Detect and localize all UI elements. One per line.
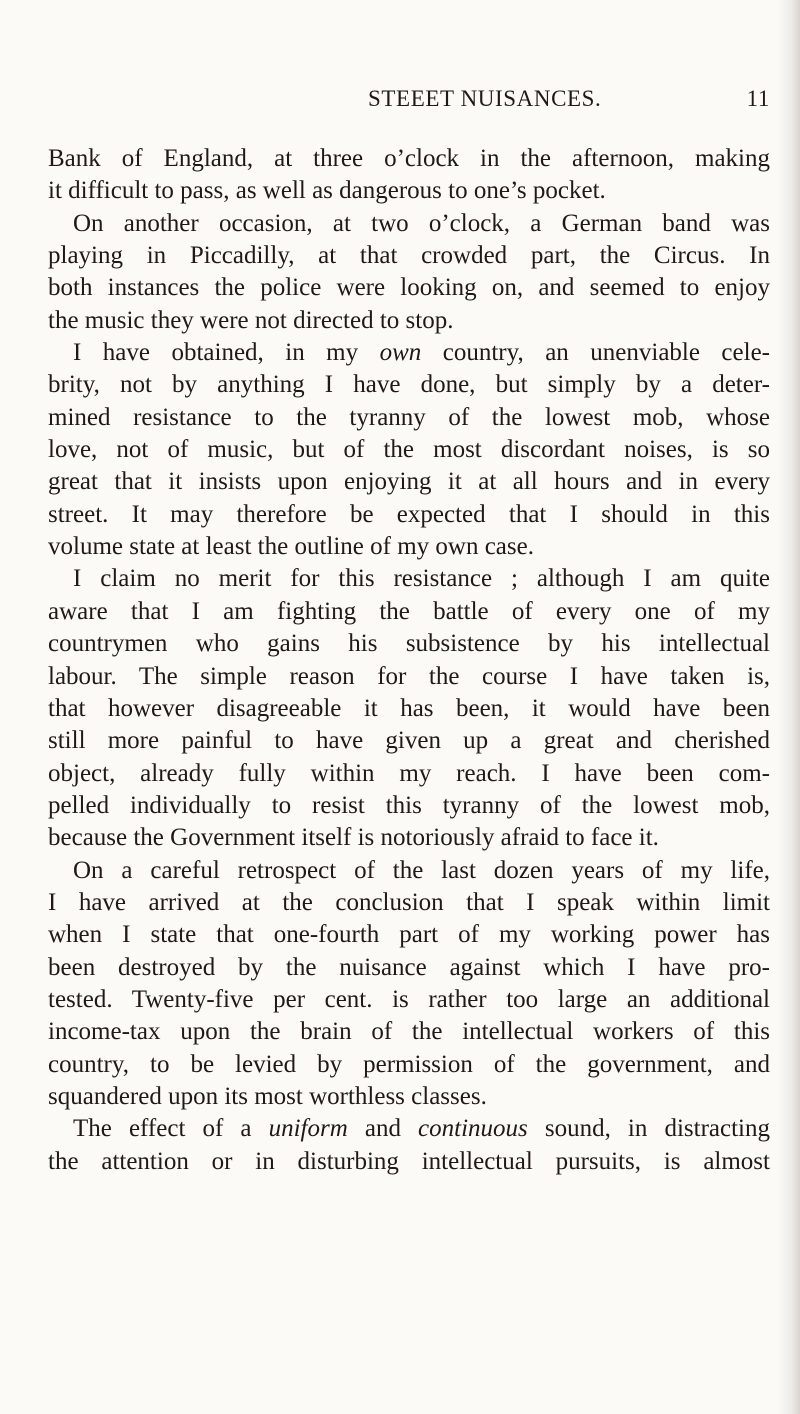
paragraph-2	[48, 208, 770, 337]
text-line: pelled individually to resist this tyranny of the lowest mob,	[48, 791, 770, 819]
paragraph-3	[48, 337, 770, 563]
text-line: volume state at least the outline of my own case.	[48, 533, 534, 561]
page-number: 11	[746, 86, 770, 111]
text-line	[48, 1113, 770, 1145]
text-line: squandered upon its most worthless classes.	[48, 1082, 487, 1110]
text-run: The effect of a	[73, 1115, 269, 1143]
text-line: that however disagreeable it has been, it would have been	[48, 694, 770, 722]
running-head	[48, 86, 770, 120]
text-line: great that it insists upon enjoying it at all hours and in every	[48, 468, 770, 496]
body-text	[48, 143, 770, 1178]
text-line: street. It may therefore be expected that I should in this	[48, 500, 770, 528]
text-line: income-tax upon the brain of the intellectual workers of this	[48, 1018, 770, 1046]
text-line: On another occasion, at two o’clock, a German band was	[73, 209, 770, 237]
text-line: still more painful to have given up a great and cherished	[48, 727, 770, 755]
text-line: countrymen who gains his subsistence by his intellectual	[48, 630, 770, 658]
text-line: it difficult to pass, as well as dangerous to one’s pocket.	[48, 177, 606, 205]
text-line: when I state that one-fourth part of my working power has	[48, 921, 770, 949]
running-title: STEEET NUISANCES.	[368, 86, 602, 111]
text-line: the attention or in disturbing intellectual pursuits, is almost	[48, 1147, 770, 1175]
paragraph-1	[48, 143, 770, 208]
text-line: labour. The simple reason for the course I have taken is,	[48, 662, 770, 690]
text-run: sound, in distracting	[527, 1115, 770, 1143]
text-line: mined resistance to the tyranny of the lowest mob, whose	[48, 403, 770, 431]
text-run: and	[347, 1115, 419, 1143]
text-line: Bank of England, at three o’clock in the afternoon, making	[48, 145, 770, 172]
text-line: the music they were not directed to stop.	[48, 306, 454, 334]
text-line: tested. Twenty-five per cent. is rather too large an additional	[48, 985, 770, 1013]
text-run: country, an unenviable cele-	[421, 339, 770, 367]
spine-shadow	[778, 0, 800, 1414]
text-line: On a careful retrospect of the last dozen years of my life,	[73, 856, 770, 884]
text-line: love, not of music, but of the most discordant noises, is so	[48, 436, 770, 464]
text-line: aware that I am fighting the battle of every one of my	[48, 597, 770, 625]
paragraph-6	[48, 1113, 770, 1178]
paragraph-4	[48, 563, 770, 854]
text-line: because the Government itself is notoriously afraid to face it.	[48, 824, 659, 852]
paragraph-5	[48, 855, 770, 1114]
text-line	[48, 337, 770, 369]
text-run: I have obtained, in my	[73, 339, 380, 367]
text-line: brity, not by anything I have done, but simply by a deter-	[48, 371, 770, 399]
text-line: both instances the police were looking on, and seemed to enjoy	[48, 274, 770, 302]
emphasis-own: own	[379, 339, 422, 367]
text-line: object, already fully within my reach. I have been com-	[48, 759, 770, 787]
text-line: country, to be levied by permission of the government, and	[48, 1050, 770, 1078]
text-line: I claim no merit for this resistance ; although I am quite	[73, 565, 770, 593]
text-line: playing in Piccadilly, at that crowded part, the Circus. In	[48, 242, 770, 270]
emphasis-continuous: continuous	[418, 1115, 528, 1143]
text-line: I have arrived at the conclusion that I speak within limit	[48, 888, 770, 916]
text-line: been destroyed by the nuisance against which I have pro-	[48, 953, 770, 981]
emphasis-uniform: uniform	[268, 1115, 348, 1143]
